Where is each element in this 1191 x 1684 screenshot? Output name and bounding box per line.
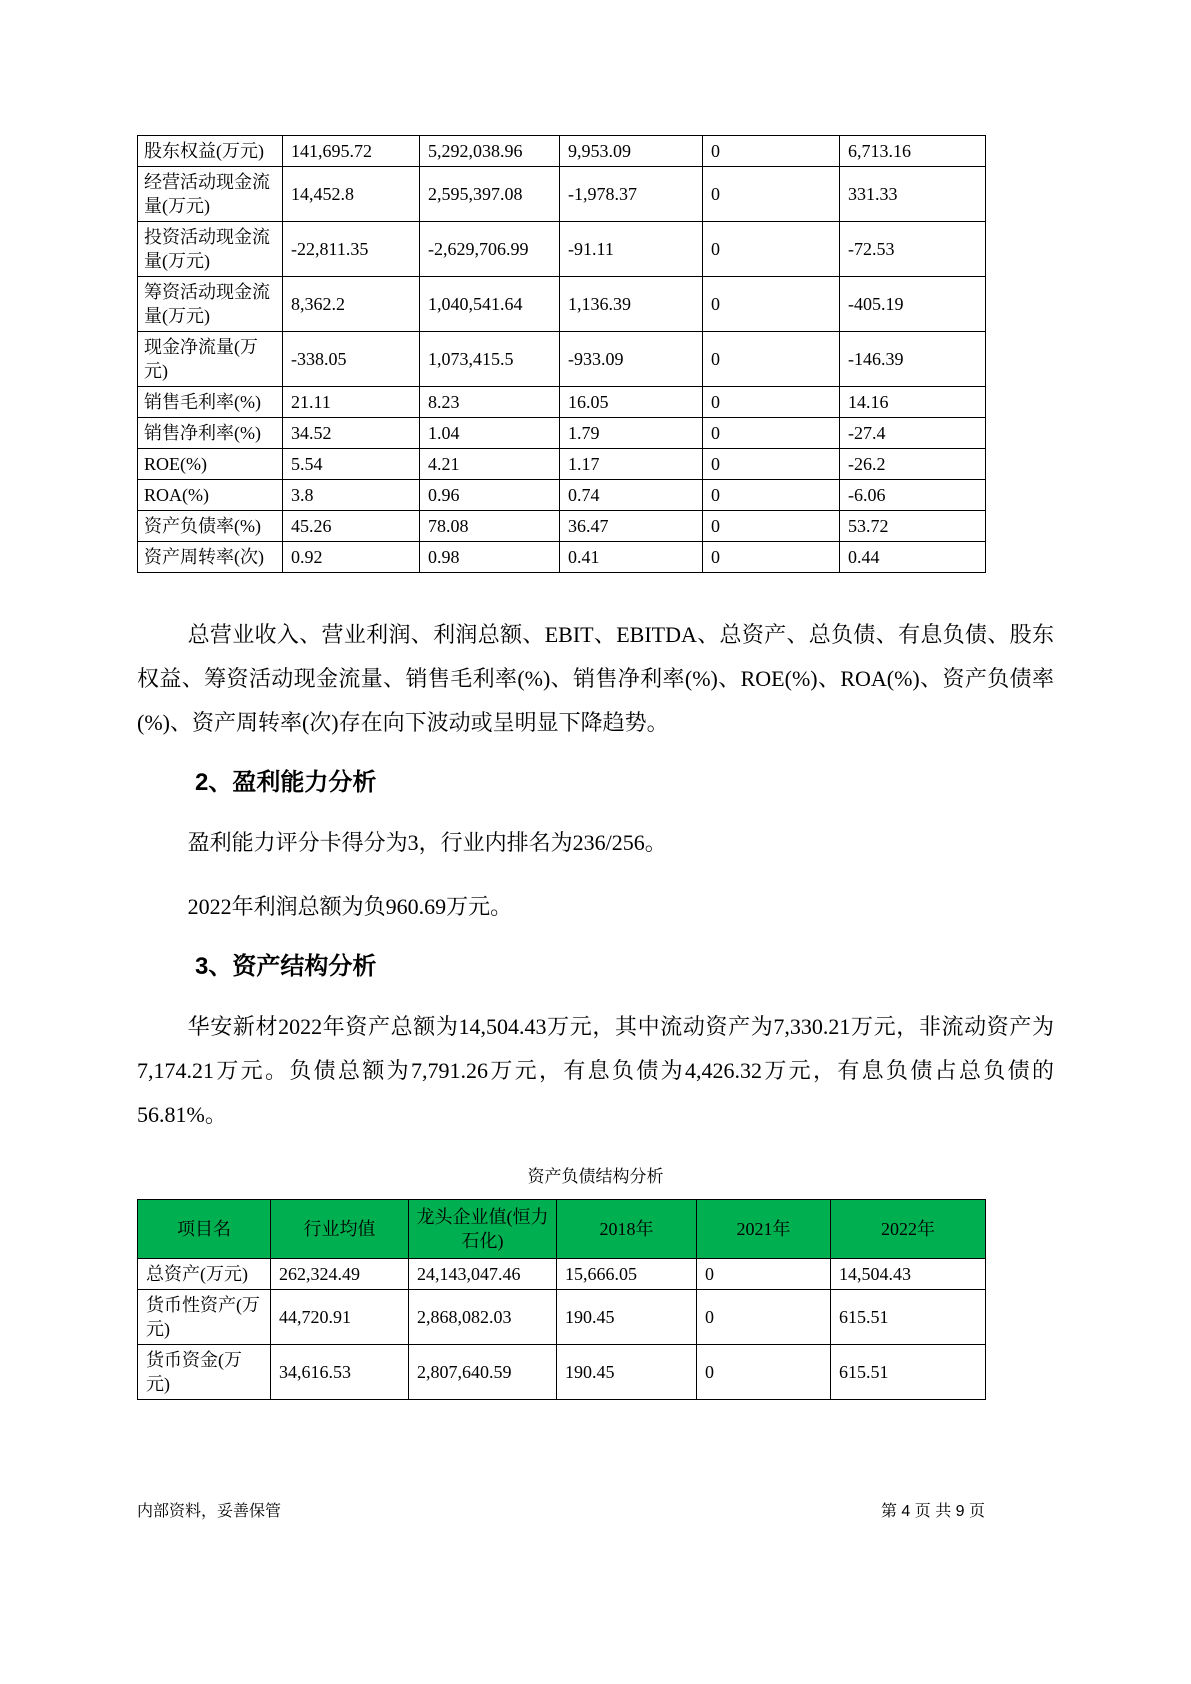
row-label: 货币资金(万元) (138, 1345, 271, 1400)
column-header: 2018年 (557, 1200, 697, 1259)
cell-value: 2,807,640.59 (409, 1345, 557, 1400)
table-row (138, 1290, 986, 1345)
row-label: ROE(%) (138, 449, 283, 480)
row-label: 投资活动现金流量(万元) (138, 222, 283, 277)
cell-value: 24,143,047.46 (409, 1259, 557, 1290)
paragraph-trend-analysis: 总营业收入、营业利润、利润总额、EBIT、EBITDA、总资产、总负债、有息负债、股东权益、筹资活动现金流量、销售毛利率(%)、销售净利率(%)、ROE(%)、ROA(%)、资产负债率(%)、资产周转率(次)存在向下波动或呈明显下降趋势。 (137, 622, 1054, 735)
cell-value: 0 (703, 167, 840, 222)
paragraph-asset-structure: 华安新材2022年资产总额为14,504.43万元，其中流动资产为7,330.21万元，非流动资产为7,174.21万元。负债总额为7,791.26万元，有息负债为4,426.32万元，有息负债占总负债的56.81%。 (137, 1014, 1054, 1127)
cell-value: 2,595,397.08 (420, 167, 560, 222)
cell-value: 78.08 (420, 511, 560, 542)
table-caption: 资产负债结构分析 (527, 1167, 664, 1186)
cell-value: 53.72 (840, 511, 986, 542)
cell-value: 331.33 (840, 167, 986, 222)
cell-value: 615.51 (831, 1290, 986, 1345)
table-row (138, 418, 986, 449)
table-row (138, 332, 986, 387)
cell-value: 4.21 (420, 449, 560, 480)
row-label: 销售毛利率(%) (138, 387, 283, 418)
paragraph-profit-total: 2022年利润总额为负960.69万元。 (187, 894, 513, 919)
column-header: 2022年 (831, 1200, 986, 1259)
cell-value: 0 (703, 332, 840, 387)
cell-value: 141,695.72 (283, 136, 420, 167)
table-row (138, 480, 986, 511)
table-row (138, 387, 986, 418)
cell-value: 0 (703, 511, 840, 542)
cell-value: -22,811.35 (283, 222, 420, 277)
metrics-table (137, 135, 986, 573)
table-row (138, 167, 986, 222)
cell-value: 1,136.39 (560, 277, 703, 332)
footer-page-number: 第 4 页 共 9 页 (880, 1503, 985, 1520)
cell-value: 34,616.53 (271, 1345, 409, 1400)
cell-value: 8,362.2 (283, 277, 420, 332)
table-row (138, 222, 986, 277)
cell-value: 0.92 (283, 542, 420, 573)
row-label: 销售净利率(%) (138, 418, 283, 449)
cell-value: 1.04 (420, 418, 560, 449)
table-row (138, 449, 986, 480)
cell-value: 0.74 (560, 480, 703, 511)
cell-value: 14.16 (840, 387, 986, 418)
cell-value: 3.8 (283, 480, 420, 511)
cell-value: 5,292,038.96 (420, 136, 560, 167)
table-row (138, 1259, 986, 1290)
cell-value: 6,713.16 (840, 136, 986, 167)
cell-value: 0.96 (420, 480, 560, 511)
cell-value: 0.98 (420, 542, 560, 573)
section-heading-asset-structure: 3、资产结构分析 (195, 953, 377, 980)
cell-value: 36.47 (560, 511, 703, 542)
row-label: 现金净流量(万元) (138, 332, 283, 387)
cell-value: -146.39 (840, 332, 986, 387)
cell-value: -6.06 (840, 480, 986, 511)
row-label: ROA(%) (138, 480, 283, 511)
cell-value: 0.41 (560, 542, 703, 573)
cell-value: -91.11 (560, 222, 703, 277)
footer-confidential-note: 内部资料，妥善保管 (137, 1503, 282, 1520)
asset-structure-table (137, 1199, 986, 1400)
paragraph-profit-score: 盈利能力评分卡得分为3，行业内排名为236/256。 (187, 830, 667, 855)
cell-value: 45.26 (283, 511, 420, 542)
cell-value: -405.19 (840, 277, 986, 332)
cell-value: 8.23 (420, 387, 560, 418)
table-row (138, 542, 986, 573)
column-header: 行业均值 (271, 1200, 409, 1259)
cell-value: 615.51 (831, 1345, 986, 1400)
cell-value: -1,978.37 (560, 167, 703, 222)
table-row (138, 277, 986, 332)
cell-value: 0 (703, 542, 840, 573)
cell-value: 5.54 (283, 449, 420, 480)
row-label: 资产周转率(次) (138, 542, 283, 573)
cell-value: 1,040,541.64 (420, 277, 560, 332)
row-label: 股东权益(万元) (138, 136, 283, 167)
cell-value: 34.52 (283, 418, 420, 449)
cell-value: 21.11 (283, 387, 420, 418)
cell-value: 0 (703, 387, 840, 418)
cell-value: 2,868,082.03 (409, 1290, 557, 1345)
page-footer (137, 1498, 985, 1521)
cell-value: 0 (703, 480, 840, 511)
cell-value: -338.05 (283, 332, 420, 387)
table-header-row (138, 1200, 986, 1259)
cell-value: 0 (703, 418, 840, 449)
cell-value: -2,629,706.99 (420, 222, 560, 277)
row-label: 货币性资产(万元) (138, 1290, 271, 1345)
row-label: 经营活动现金流量(万元) (138, 167, 283, 222)
cell-value: 0 (703, 136, 840, 167)
row-label: 筹资活动现金流量(万元) (138, 277, 283, 332)
cell-value: 0.44 (840, 542, 986, 573)
cell-value: 190.45 (557, 1345, 697, 1400)
cell-value: 0 (697, 1259, 831, 1290)
row-label: 总资产(万元) (138, 1259, 271, 1290)
cell-value: 262,324.49 (271, 1259, 409, 1290)
cell-value: 14,504.43 (831, 1259, 986, 1290)
table-row (138, 1345, 986, 1400)
cell-value: -26.2 (840, 449, 986, 480)
table-row (138, 511, 986, 542)
cell-value: 190.45 (557, 1290, 697, 1345)
column-header: 龙头企业值(恒力石化) (409, 1200, 557, 1259)
section-heading-profitability: 2、盈利能力分析 (195, 769, 377, 796)
cell-value: 16.05 (560, 387, 703, 418)
cell-value: 0 (703, 222, 840, 277)
cell-value: 0 (703, 277, 840, 332)
column-header: 项目名 (138, 1200, 271, 1259)
cell-value: 44,720.91 (271, 1290, 409, 1345)
cell-value: 15,666.05 (557, 1259, 697, 1290)
cell-value: 0 (703, 449, 840, 480)
cell-value: -27.4 (840, 418, 986, 449)
cell-value: 1.79 (560, 418, 703, 449)
cell-value: 9,953.09 (560, 136, 703, 167)
cell-value: 0 (697, 1290, 831, 1345)
cell-value: 1.17 (560, 449, 703, 480)
cell-value: 0 (697, 1345, 831, 1400)
row-label: 资产负债率(%) (138, 511, 283, 542)
cell-value: 14,452.8 (283, 167, 420, 222)
table-row (138, 136, 986, 167)
column-header: 2021年 (697, 1200, 831, 1259)
cell-value: -72.53 (840, 222, 986, 277)
cell-value: 1,073,415.5 (420, 332, 560, 387)
cell-value: -933.09 (560, 332, 703, 387)
